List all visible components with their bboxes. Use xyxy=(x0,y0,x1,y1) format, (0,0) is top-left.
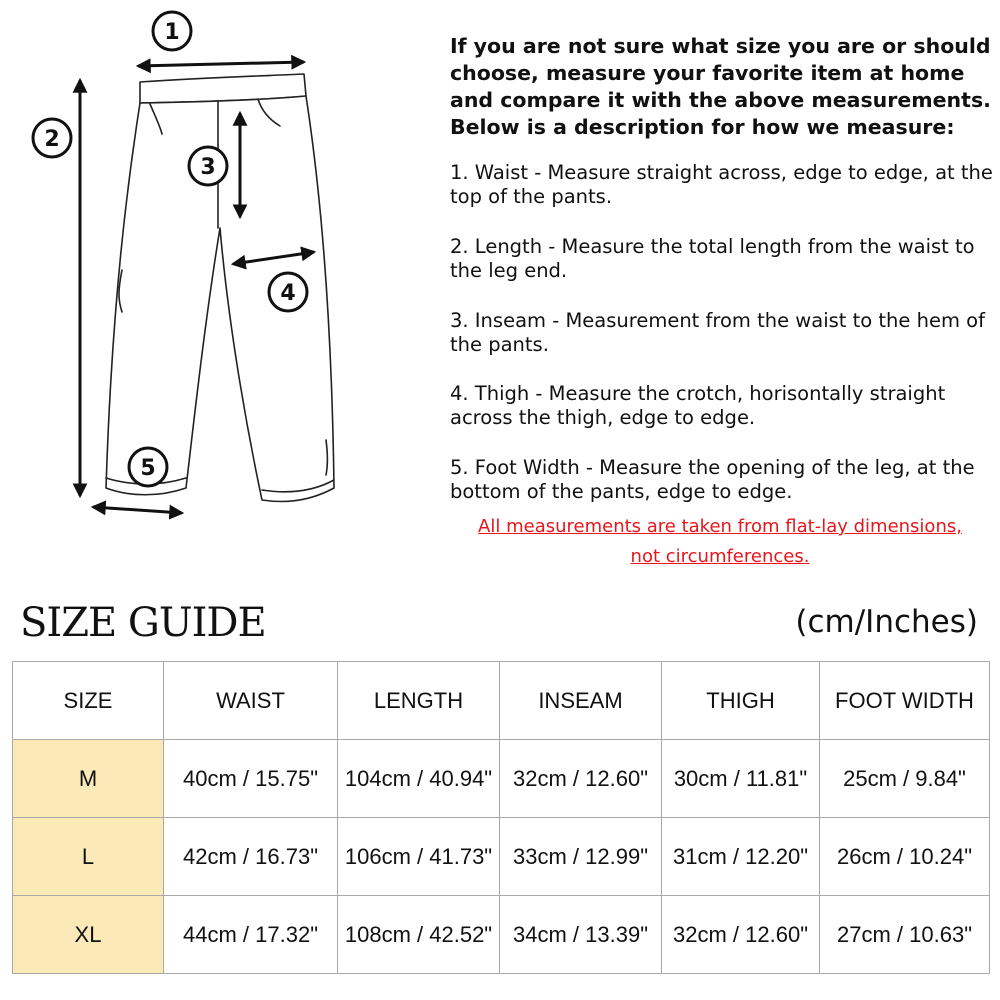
thigh-cell: 30cm / 11.81" xyxy=(662,740,820,818)
size-cell: L xyxy=(13,818,164,896)
inseam-cell: 32cm / 12.60" xyxy=(500,740,662,818)
svg-text:2: 2 xyxy=(44,127,60,152)
size-cell: M xyxy=(13,740,164,818)
length-cell: 108cm / 42.52" xyxy=(338,896,500,974)
length-cell: 104cm / 40.94" xyxy=(338,740,500,818)
table-row xyxy=(13,818,990,896)
size-table xyxy=(12,661,990,974)
waist-cell: 40cm / 15.75" xyxy=(164,740,338,818)
foot-width-description: 5. Foot Width - Measure the opening of the leg, at the bottom of the pants, edge to edge. xyxy=(450,456,975,503)
svg-text:5: 5 xyxy=(140,456,156,481)
callout-badge-1 xyxy=(153,12,191,50)
table-header-row xyxy=(13,662,990,740)
notice-line-2: not circumferences. xyxy=(630,546,810,567)
length-cell: 106cm / 41.73" xyxy=(338,818,500,896)
callout-badge-4 xyxy=(269,273,307,311)
thigh-cell: 31cm / 12.20" xyxy=(662,818,820,896)
waist-arrow xyxy=(138,62,304,66)
header-foot-width: FOOT WIDTH xyxy=(820,662,990,740)
header-waist: WAIST xyxy=(164,662,338,740)
intro-text: If you are not sure what size you are or should choose, measure your favorite item at home and compare it with the above measurements. Below is a description for how we measure: xyxy=(450,34,991,139)
inseam-cell: 34cm / 13.39" xyxy=(500,896,662,974)
header-inseam: INSEAM xyxy=(500,662,662,740)
thigh-description: 4. Thigh - Measure the crotch, horisontally straight across the thigh, edge to edge. xyxy=(450,382,946,429)
inseam-description: 3. Inseam - Measurement from the waist to the hem of the pants. xyxy=(450,309,985,356)
svg-text:3: 3 xyxy=(200,155,216,180)
callout-badge-2 xyxy=(33,119,71,157)
callout-badge-5 xyxy=(129,448,167,486)
notice-line-1: All measurements are taken from flat-lay dimensions, xyxy=(478,516,962,537)
waist-description: 1. Waist - Measure straight across, edge to edge, at the top of the pants. xyxy=(450,161,993,208)
header-length: LENGTH xyxy=(338,662,500,740)
header-size: SIZE xyxy=(13,662,164,740)
size-guide-title: SIZE GUIDE xyxy=(20,600,266,646)
callout-badge-3 xyxy=(189,147,227,185)
thigh-cell: 32cm / 12.60" xyxy=(662,896,820,974)
waist-cell: 44cm / 17.32" xyxy=(164,896,338,974)
table-row xyxy=(13,896,990,974)
svg-text:4: 4 xyxy=(280,281,296,306)
foot-width-cell: 25cm / 9.84" xyxy=(820,740,990,818)
inseam-cell: 33cm / 12.99" xyxy=(500,818,662,896)
size-cell: XL xyxy=(13,896,164,974)
foot-width-cell: 26cm / 10.24" xyxy=(820,818,990,896)
header-thigh: THIGH xyxy=(662,662,820,740)
length-description: 2. Length - Measure the total length from the waist to the leg end. xyxy=(450,235,975,282)
foot-width-arrow xyxy=(93,507,182,513)
table-row xyxy=(13,740,990,818)
pants-measurement-diagram xyxy=(0,0,440,590)
svg-text:1: 1 xyxy=(164,20,180,45)
flat-lay-notice xyxy=(440,512,1000,572)
foot-width-cell: 27cm / 10.63" xyxy=(820,896,990,974)
units-label: (cm/Inches) xyxy=(795,604,978,640)
waist-cell: 42cm / 16.73" xyxy=(164,818,338,896)
